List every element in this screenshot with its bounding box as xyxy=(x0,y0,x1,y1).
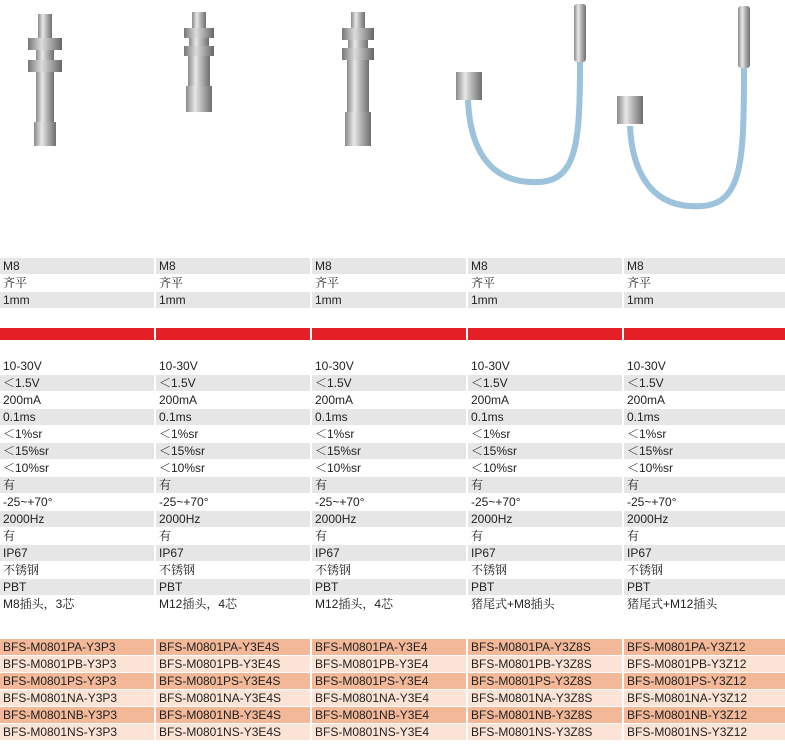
spec-row-response xyxy=(0,409,785,426)
spec-cell xyxy=(312,309,466,325)
spec-row-temperature xyxy=(0,494,785,511)
spec-row-connection xyxy=(0,596,785,613)
section-divider-red xyxy=(0,325,785,342)
spec-cell: ＜1.5V xyxy=(312,375,466,391)
spec-cell: ＜15%sr xyxy=(0,443,154,459)
spec-row-current xyxy=(0,392,785,409)
sensor-photo-1 xyxy=(28,14,62,146)
model-cell: BFS-M0801NB-Y3P3 xyxy=(0,707,154,723)
spec-cell: 齐平 xyxy=(468,275,622,291)
model-row-na xyxy=(0,690,785,707)
spec-row-drift xyxy=(0,460,785,477)
spec-cell: 0.1ms xyxy=(312,409,466,425)
spec-cell: 1mm xyxy=(624,292,785,308)
spec-cell: 猪尾式+M12插头 xyxy=(624,596,785,612)
sensor-photo-3 xyxy=(342,12,374,146)
model-cell: BFS-M0801PA-Y3Z8S xyxy=(468,639,622,655)
spec-cell: 不锈钢 xyxy=(468,562,622,578)
divider-cell xyxy=(468,328,622,340)
spec-cell: ＜15%sr xyxy=(312,443,466,459)
spec-cell: 200mA xyxy=(312,392,466,408)
spec-cell: 10-30V xyxy=(156,358,310,374)
spec-cell: ＜1%sr xyxy=(156,426,310,442)
spec-cell: 有 xyxy=(156,528,310,544)
spec-cell: 1mm xyxy=(156,292,310,308)
spec-cell: PBT xyxy=(156,579,310,595)
spec-cell: M8 xyxy=(156,258,310,274)
spec-cell: -25~+70° xyxy=(624,494,785,510)
spec-cell: 2000Hz xyxy=(624,511,785,527)
spec-cell: 有 xyxy=(624,528,785,544)
spec-cell: ＜1.5V xyxy=(468,375,622,391)
spec-cell: 不锈钢 xyxy=(624,562,785,578)
model-cell: BFS-M0801PB-Y3E4 xyxy=(312,656,466,672)
model-cell: BFS-M0801PS-Y3P3 xyxy=(0,673,154,689)
spec-cell: M8 xyxy=(0,258,154,274)
spec-cell: 200mA xyxy=(0,392,154,408)
spec-cell: PBT xyxy=(312,579,466,595)
divider-cell xyxy=(0,328,154,340)
spec-row-protection-2 xyxy=(0,528,785,545)
spec-cell xyxy=(624,309,785,325)
spec-row-blank xyxy=(0,309,785,325)
model-gap xyxy=(0,613,785,639)
model-cell: BFS-M0801NA-Y3P3 xyxy=(0,690,154,706)
spec-cell: ＜10%sr xyxy=(624,460,785,476)
model-cell: BFS-M0801NA-Y3Z8S xyxy=(468,690,622,706)
spec-cell: 有 xyxy=(624,477,785,493)
spec-cell: IP67 xyxy=(468,545,622,561)
spec-cell: ＜10%sr xyxy=(312,460,466,476)
spec-row-face-material xyxy=(0,579,785,596)
spec-cell: ＜15%sr xyxy=(156,443,310,459)
spec-row-frequency xyxy=(0,511,785,528)
model-cell: BFS-M0801PB-Y3Z8S xyxy=(468,656,622,672)
spec-cell: 不锈钢 xyxy=(156,562,310,578)
spec-cell: IP67 xyxy=(624,545,785,561)
divider-cell xyxy=(156,328,310,340)
spec-cell: -25~+70° xyxy=(0,494,154,510)
spec-row-ip-rating xyxy=(0,545,785,562)
model-cell: BFS-M0801NA-Y3E4S xyxy=(156,690,310,706)
model-cell: BFS-M0801NS-Y3P3 xyxy=(0,724,154,740)
model-cell: BFS-M0801PS-Y3Z12 xyxy=(624,673,785,689)
spec-cell: 200mA xyxy=(156,392,310,408)
divider-cell xyxy=(312,328,466,340)
spec-cell: ＜1.5V xyxy=(624,375,785,391)
model-cell: BFS-M0801NS-Y3E4S xyxy=(156,724,310,740)
spec-row-repeat xyxy=(0,426,785,443)
model-row-ns xyxy=(0,724,785,741)
spec-cell: 齐平 xyxy=(312,275,466,291)
spec-cell: 0.1ms xyxy=(0,409,154,425)
spec-cell: M8插头，3芯 xyxy=(0,596,154,612)
spec-cell: IP67 xyxy=(312,545,466,561)
spec-cell: 猪尾式+M8插头 xyxy=(468,596,622,612)
pigtail-photo-1 xyxy=(456,4,586,182)
spec-cell xyxy=(0,309,154,325)
spec-cell: 200mA xyxy=(468,392,622,408)
spec-cell: 1mm xyxy=(0,292,154,308)
model-cell: BFS-M0801NB-Y3Z12 xyxy=(624,707,785,723)
model-cell: BFS-M0801NB-Y3Z8S xyxy=(468,707,622,723)
spec-row-thread xyxy=(0,258,785,275)
spec-cell: -25~+70° xyxy=(156,494,310,510)
model-cell: BFS-M0801PB-Y3E4S xyxy=(156,656,310,672)
model-cell: BFS-M0801PS-Y3E4 xyxy=(312,673,466,689)
spec-cell: -25~+70° xyxy=(312,494,466,510)
model-cell: BFS-M0801NS-Y3E4 xyxy=(312,724,466,740)
spec-cell: IP67 xyxy=(0,545,154,561)
spec-cell: 2000Hz xyxy=(312,511,466,527)
spec-cell: PBT xyxy=(468,579,622,595)
spec-row-hysteresis xyxy=(0,443,785,460)
model-cell: BFS-M0801PA-Y3Z12 xyxy=(624,639,785,655)
spec-cell: ＜10%sr xyxy=(156,460,310,476)
model-cell: BFS-M0801NA-Y3E4 xyxy=(312,690,466,706)
spec-cell: 有 xyxy=(156,477,310,493)
model-cell: BFS-M0801PB-Y3Z12 xyxy=(624,656,785,672)
model-cell: BFS-M0801PB-Y3P3 xyxy=(0,656,154,672)
divider-cell xyxy=(624,328,785,340)
spec-row-gap xyxy=(0,342,785,358)
spec-cell: 1mm xyxy=(468,292,622,308)
model-cell: BFS-M0801PS-Y3Z8S xyxy=(468,673,622,689)
spec-cell: 0.1ms xyxy=(156,409,310,425)
spec-cell: M8 xyxy=(312,258,466,274)
spec-cell: 10-30V xyxy=(624,358,785,374)
spec-cell: ＜1.5V xyxy=(0,375,154,391)
spec-row-mounting xyxy=(0,275,785,292)
spec-cell: ＜1%sr xyxy=(624,426,785,442)
spec-cell xyxy=(156,309,310,325)
spec-cell: 2000Hz xyxy=(468,511,622,527)
model-cell: BFS-M0801NA-Y3Z12 xyxy=(624,690,785,706)
spec-cell: PBT xyxy=(0,579,154,595)
spec-row-protection-1 xyxy=(0,477,785,494)
spec-cell: PBT xyxy=(624,579,785,595)
spec-cell: 齐平 xyxy=(156,275,310,291)
spec-row-distance xyxy=(0,292,785,309)
spec-cell: 不锈钢 xyxy=(0,562,154,578)
spec-cell: ＜1%sr xyxy=(0,426,154,442)
spec-cell: 10-30V xyxy=(468,358,622,374)
spec-cell: 2000Hz xyxy=(156,511,310,527)
model-row-nb xyxy=(0,707,785,724)
product-photo-strip xyxy=(0,0,785,255)
spec-cell: ＜10%sr xyxy=(468,460,622,476)
spec-cell: 齐平 xyxy=(0,275,154,291)
sensor-photo-2 xyxy=(184,12,214,112)
model-row-pa xyxy=(0,639,785,656)
spec-cell: ＜1.5V xyxy=(156,375,310,391)
spec-cell: 有 xyxy=(468,528,622,544)
model-cell: BFS-M0801NS-Y3Z8S xyxy=(468,724,622,740)
model-cell: BFS-M0801NS-Y3Z12 xyxy=(624,724,785,740)
spec-row-voltage xyxy=(0,358,785,375)
spec-cell: 齐平 xyxy=(624,275,785,291)
model-cell: BFS-M0801PA-Y3P3 xyxy=(0,639,154,655)
spec-table xyxy=(0,258,785,741)
spec-cell: 2000Hz xyxy=(0,511,154,527)
spec-cell: 0.1ms xyxy=(468,409,622,425)
spec-cell: M12插头，4芯 xyxy=(156,596,310,612)
pigtail-photo-2 xyxy=(617,6,750,206)
spec-cell: 有 xyxy=(0,528,154,544)
model-cell: BFS-M0801NB-Y3E4S xyxy=(156,707,310,723)
spec-cell: 200mA xyxy=(624,392,785,408)
spec-cell: ＜1%sr xyxy=(468,426,622,442)
spec-cell: 10-30V xyxy=(312,358,466,374)
spec-cell: 10-30V xyxy=(0,358,154,374)
spec-cell: M8 xyxy=(624,258,785,274)
model-cell: BFS-M0801NB-Y3E4 xyxy=(312,707,466,723)
spec-cell: 1mm xyxy=(312,292,466,308)
spec-cell: IP67 xyxy=(156,545,310,561)
spec-cell: 有 xyxy=(312,477,466,493)
model-row-pb xyxy=(0,656,785,673)
model-cell: BFS-M0801PA-Y3E4S xyxy=(156,639,310,655)
spec-cell: 有 xyxy=(312,528,466,544)
model-cell: BFS-M0801PA-Y3E4 xyxy=(312,639,466,655)
spec-row-housing xyxy=(0,562,785,579)
spec-cell: 不锈钢 xyxy=(312,562,466,578)
model-cell: BFS-M0801PS-Y3E4S xyxy=(156,673,310,689)
spec-cell: ＜15%sr xyxy=(624,443,785,459)
spec-cell: ＜15%sr xyxy=(468,443,622,459)
product-photos xyxy=(0,0,785,255)
spec-cell: ＜10%sr xyxy=(0,460,154,476)
spec-cell: M8 xyxy=(468,258,622,274)
spec-cell: M12插头，4芯 xyxy=(312,596,466,612)
spec-cell: ＜1%sr xyxy=(312,426,466,442)
spec-row-drop xyxy=(0,375,785,392)
spec-cell: 有 xyxy=(0,477,154,493)
spec-cell: 有 xyxy=(468,477,622,493)
model-row-ps xyxy=(0,673,785,690)
spec-cell xyxy=(468,309,622,325)
spec-cell: 0.1ms xyxy=(624,409,785,425)
spec-cell: -25~+70° xyxy=(468,494,622,510)
